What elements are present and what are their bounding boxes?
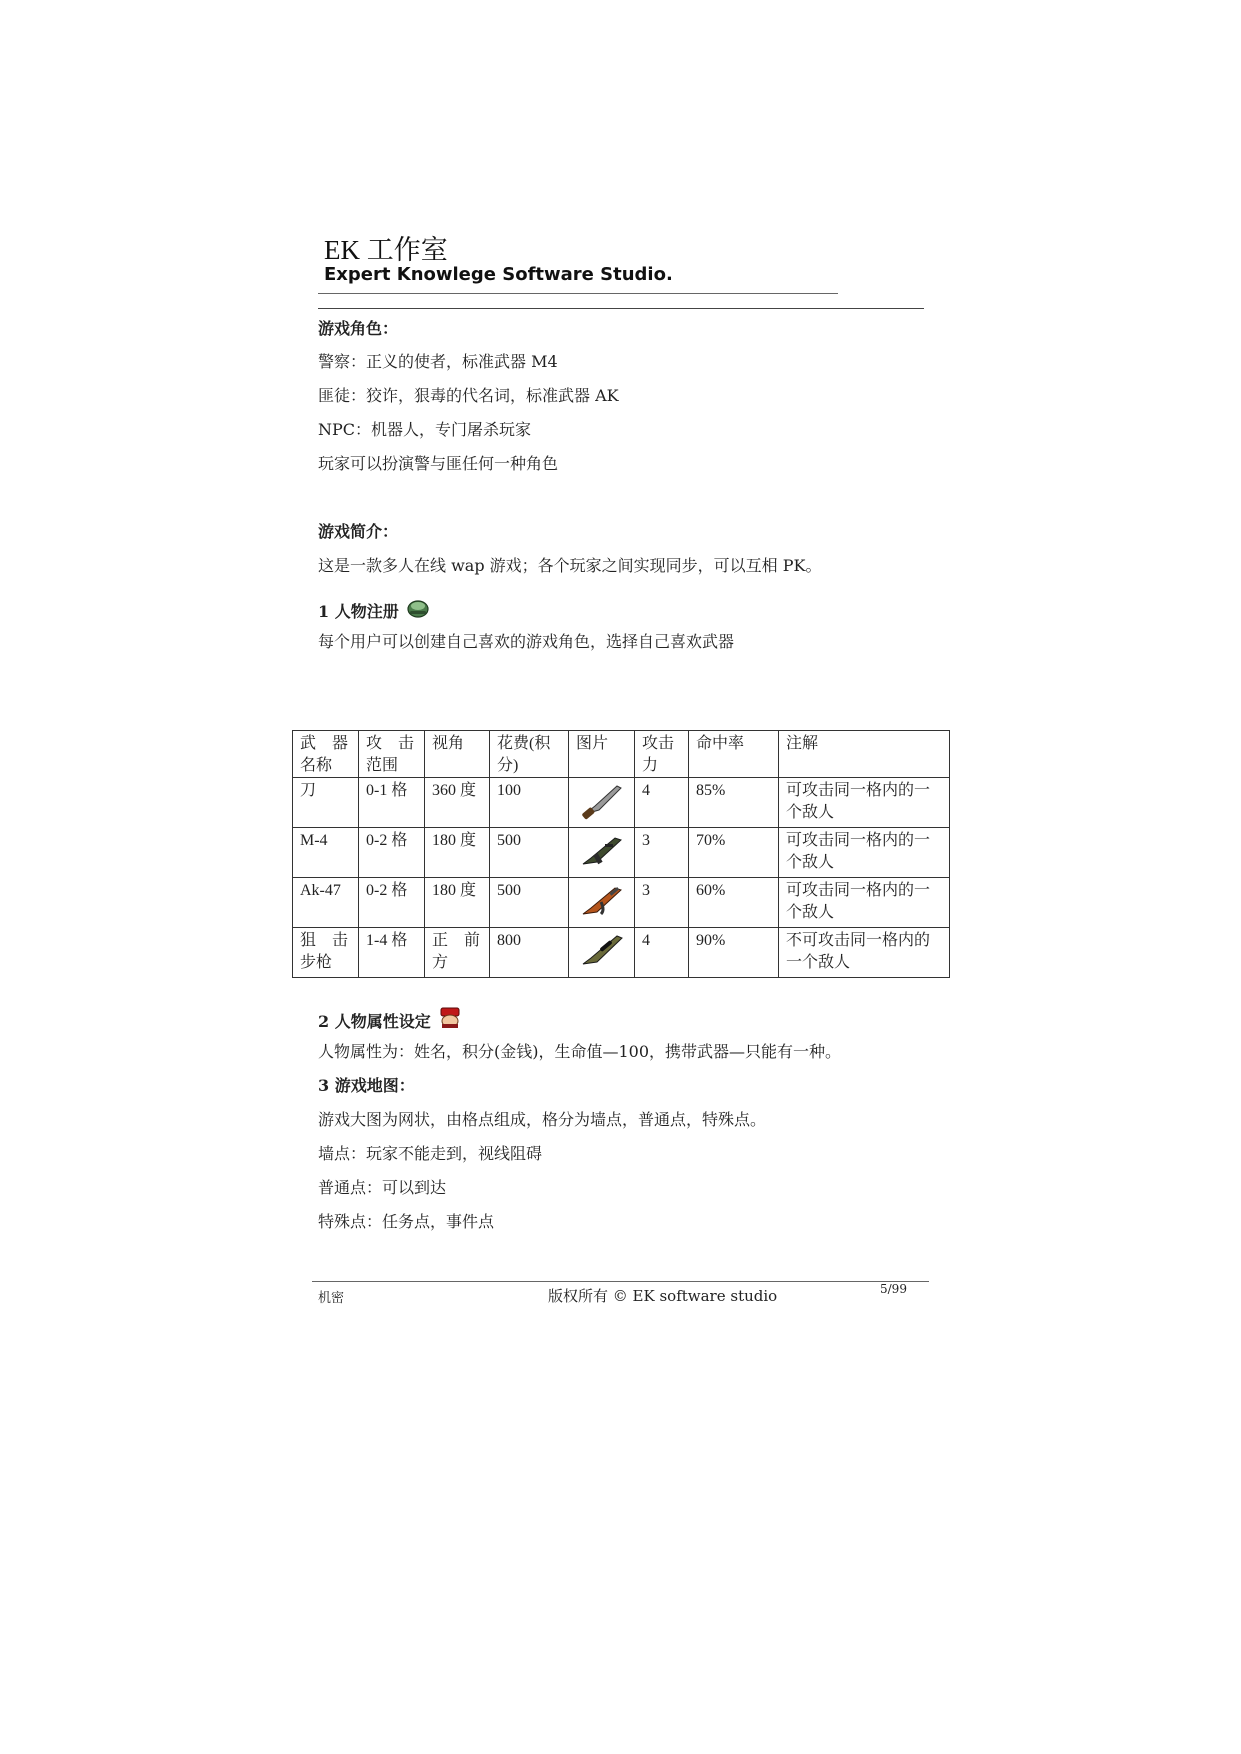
weapon-range: 0-2 格 xyxy=(359,828,425,878)
weapon-note: 可攻击同一格内的一个敌人 xyxy=(779,778,950,828)
weapon-note: 可攻击同一格内的一个敌人 xyxy=(779,878,950,928)
header-rule-short xyxy=(318,293,838,294)
footer-rule xyxy=(312,1281,929,1282)
knife-icon xyxy=(579,780,625,820)
weapon-cost: 500 xyxy=(490,828,569,878)
section1-heading xyxy=(318,596,430,625)
weapon-hit: 60% xyxy=(689,878,779,928)
section2-heading xyxy=(318,1006,462,1035)
weapon-name: 刀 xyxy=(293,778,359,828)
role-line: 玩家可以扮演警与匪任何一种角色 xyxy=(318,454,559,473)
intro-text: 这是一款多人在线 wap 游戏；各个玩家之间实现同步，可以互相 PK。 xyxy=(318,556,822,575)
weapon-hit: 70% xyxy=(689,828,779,878)
header-cell: 花费(积分) xyxy=(490,731,569,778)
weapon-cost: 100 xyxy=(490,778,569,828)
section2-text: 人物属性为：姓名，积分(金钱)，生命值—100，携带武器—只能有一种。 xyxy=(318,1042,842,1061)
header-rule-long xyxy=(318,308,924,309)
weapon-hit: 90% xyxy=(689,928,779,978)
weapon-name: 狙 击步枪 xyxy=(293,928,359,978)
weapon-name: Ak-47 xyxy=(293,878,359,928)
roles-heading: 游戏角色： xyxy=(318,319,399,338)
header-cell: 命中率 xyxy=(689,731,779,778)
table-row xyxy=(293,778,950,828)
weapon-angle: 正 前方 xyxy=(425,928,490,978)
section2-heading-text: 2 人物属性设定 xyxy=(318,1012,431,1031)
weapon-range: 1-4 格 xyxy=(359,928,425,978)
m4-rifle-icon xyxy=(579,830,625,870)
section3-line: 普通点：可以到达 xyxy=(318,1178,447,1197)
header-cell: 武 器名称 xyxy=(293,731,359,778)
weapon-image xyxy=(569,878,635,928)
section1-text: 每个用户可以创建自己喜欢的游戏角色，选择自己喜欢武器 xyxy=(318,632,735,651)
table-header-row xyxy=(293,731,950,778)
weapon-range: 0-1 格 xyxy=(359,778,425,828)
header-cell: 视角 xyxy=(425,731,490,778)
header-cell: 攻击力 xyxy=(635,731,689,778)
intro-heading: 游戏简介： xyxy=(318,522,399,541)
header-cell: 注解 xyxy=(779,731,950,778)
studio-subtitle: Expert Knowlege Software Studio. xyxy=(324,264,673,285)
table-row xyxy=(293,878,950,928)
studio-title: EK 工作室 xyxy=(324,235,448,265)
weapon-attack: 3 xyxy=(635,828,689,878)
role-line: 匪徒：狡诈，狠毒的代名词，标准武器 AK xyxy=(318,386,619,405)
section3-heading: 3 游戏地图： xyxy=(318,1076,415,1095)
weapon-cost: 500 xyxy=(490,878,569,928)
weapon-angle: 180 度 xyxy=(425,878,490,928)
role-line: 警察：正义的使者，标准武器 M4 xyxy=(318,352,558,371)
weapon-attack: 4 xyxy=(635,928,689,978)
ak47-rifle-icon xyxy=(579,880,625,920)
weapon-angle: 180 度 xyxy=(425,828,490,878)
weapon-cost: 800 xyxy=(490,928,569,978)
weapon-image xyxy=(569,778,635,828)
weapon-range: 0-2 格 xyxy=(359,878,425,928)
table-row xyxy=(293,928,950,978)
footer-copyright: 版权所有 © EK software studio xyxy=(548,1287,778,1305)
footer-confidential: 机密 xyxy=(318,1291,345,1306)
weapon-attack: 3 xyxy=(635,878,689,928)
green-helmet-icon xyxy=(406,596,430,625)
red-hat-character-icon xyxy=(438,1006,462,1035)
section3-line: 特殊点：任务点，事件点 xyxy=(318,1212,495,1231)
page-number: 5/99 xyxy=(880,1282,907,1296)
weapon-image xyxy=(569,928,635,978)
weapon-hit: 85% xyxy=(689,778,779,828)
role-line: NPC：机器人，专门屠杀玩家 xyxy=(318,420,532,439)
weapon-name: M-4 xyxy=(293,828,359,878)
header-cell: 攻 击范围 xyxy=(359,731,425,778)
weapon-image xyxy=(569,828,635,878)
section3-line: 墙点：玩家不能走到，视线阻碍 xyxy=(318,1144,543,1163)
weapon-note: 可攻击同一格内的一个敌人 xyxy=(779,828,950,878)
sniper-rifle-icon xyxy=(579,930,625,970)
weapon-angle: 360 度 xyxy=(425,778,490,828)
weapon-note: 不可攻击同一格内的一个敌人 xyxy=(779,928,950,978)
weapon-attack: 4 xyxy=(635,778,689,828)
table-row xyxy=(293,828,950,878)
weapons-table xyxy=(292,730,950,978)
section3-line: 游戏大图为网状，由格点组成，格分为墙点，普通点，特殊点。 xyxy=(318,1110,767,1129)
section1-heading-text: 1 人物注册 xyxy=(318,602,399,621)
header-cell: 图片 xyxy=(569,731,635,778)
